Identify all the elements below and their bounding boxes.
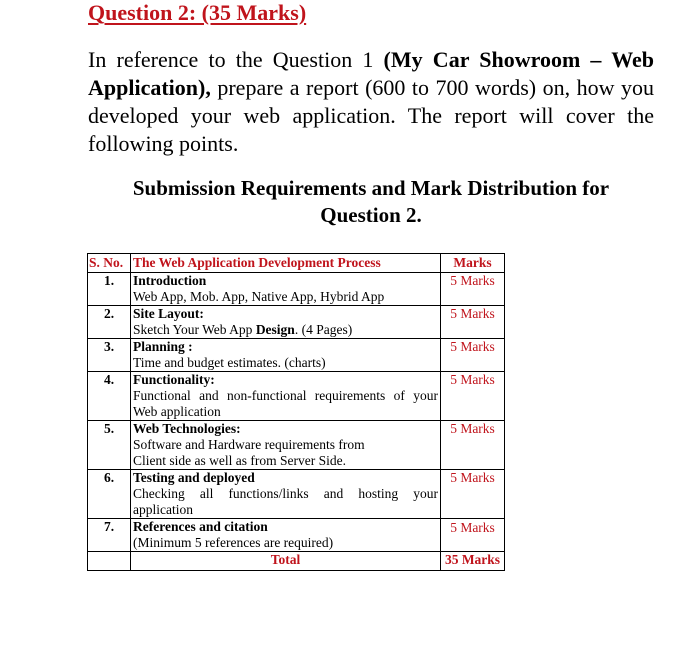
requirements-heading (88, 175, 654, 229)
row-description: (Minimum 5 references are required) (133, 535, 334, 550)
row-marks: 5 Marks (441, 470, 505, 519)
requirements-heading-line1: Submission Requirements and Mark Distribution for (132, 176, 610, 200)
table-row (88, 372, 505, 421)
intro-text-part1: In reference to the Question 1 (88, 47, 384, 72)
total-label: Total (131, 552, 441, 571)
intro-project-name: (My Car Showroom – Web Application), (88, 47, 654, 100)
row-description: Web App, Mob. App, Native App, Hybrid App (133, 289, 385, 304)
row-title: Functionality: (133, 372, 215, 387)
intro-text-part2: prepare a report (600 to 700 words) on, how you developed your web application. The report will cover the following points. (88, 75, 654, 156)
row-sno: 7. (88, 519, 131, 552)
row-process (131, 372, 441, 421)
row-title: Web Technologies: (133, 421, 241, 436)
table-row (88, 470, 505, 519)
row-description-line1: Software and Hardware requirements from (133, 437, 365, 452)
table-row (88, 421, 505, 470)
intro-paragraph (88, 46, 654, 158)
row-title: Site Layout: (133, 306, 204, 321)
table-header-row (88, 254, 505, 273)
row-process (131, 519, 441, 552)
row-description: Checking all functions/links and hosting your application (133, 486, 438, 517)
row-process (131, 421, 441, 470)
row-description-bold: Design (255, 322, 295, 337)
row-sno: 3. (88, 339, 131, 372)
row-sno: 2. (88, 306, 131, 339)
row-marks: 5 Marks (441, 339, 505, 372)
row-description: Functional and non-functional requirements of your Web application (133, 388, 438, 419)
header-process: The Web Application Development Process (131, 254, 441, 273)
row-description (133, 322, 438, 338)
table-row (88, 306, 505, 339)
row-marks: 5 Marks (441, 519, 505, 552)
row-title: Introduction (133, 273, 207, 288)
mark-distribution-table (87, 253, 505, 571)
table-row (88, 339, 505, 372)
row-marks: 5 Marks (441, 306, 505, 339)
row-process (131, 339, 441, 372)
requirements-heading-line2: Question 2. (320, 203, 422, 227)
row-process (131, 273, 441, 306)
total-row (88, 552, 505, 571)
row-sno: 4. (88, 372, 131, 421)
row-marks: 5 Marks (441, 273, 505, 306)
header-sno: S. No. (88, 254, 131, 273)
row-sno: 5. (88, 421, 131, 470)
row-description-text: . (4 Pages) (294, 322, 353, 337)
total-marks: 35 Marks (441, 552, 505, 571)
table-row (88, 519, 505, 552)
row-process (131, 470, 441, 519)
row-title: Planning : (133, 339, 193, 354)
row-title: References and citation (133, 519, 268, 534)
row-marks: 5 Marks (441, 372, 505, 421)
row-sno: 6. (88, 470, 131, 519)
row-marks: 5 Marks (441, 421, 505, 470)
total-empty-cell (88, 552, 131, 571)
header-marks: Marks (441, 254, 505, 273)
row-title: Testing and deployed (133, 470, 255, 485)
question-heading: Question 2: (35 Marks) (88, 0, 307, 25)
row-process (131, 306, 441, 339)
row-description-text: Sketch Your Web App (133, 322, 256, 337)
row-description: Time and budget estimates. (charts) (133, 355, 326, 370)
table-row (88, 273, 505, 306)
row-sno: 1. (88, 273, 131, 306)
row-description-line2: Client side as well as from Server Side. (133, 453, 346, 468)
